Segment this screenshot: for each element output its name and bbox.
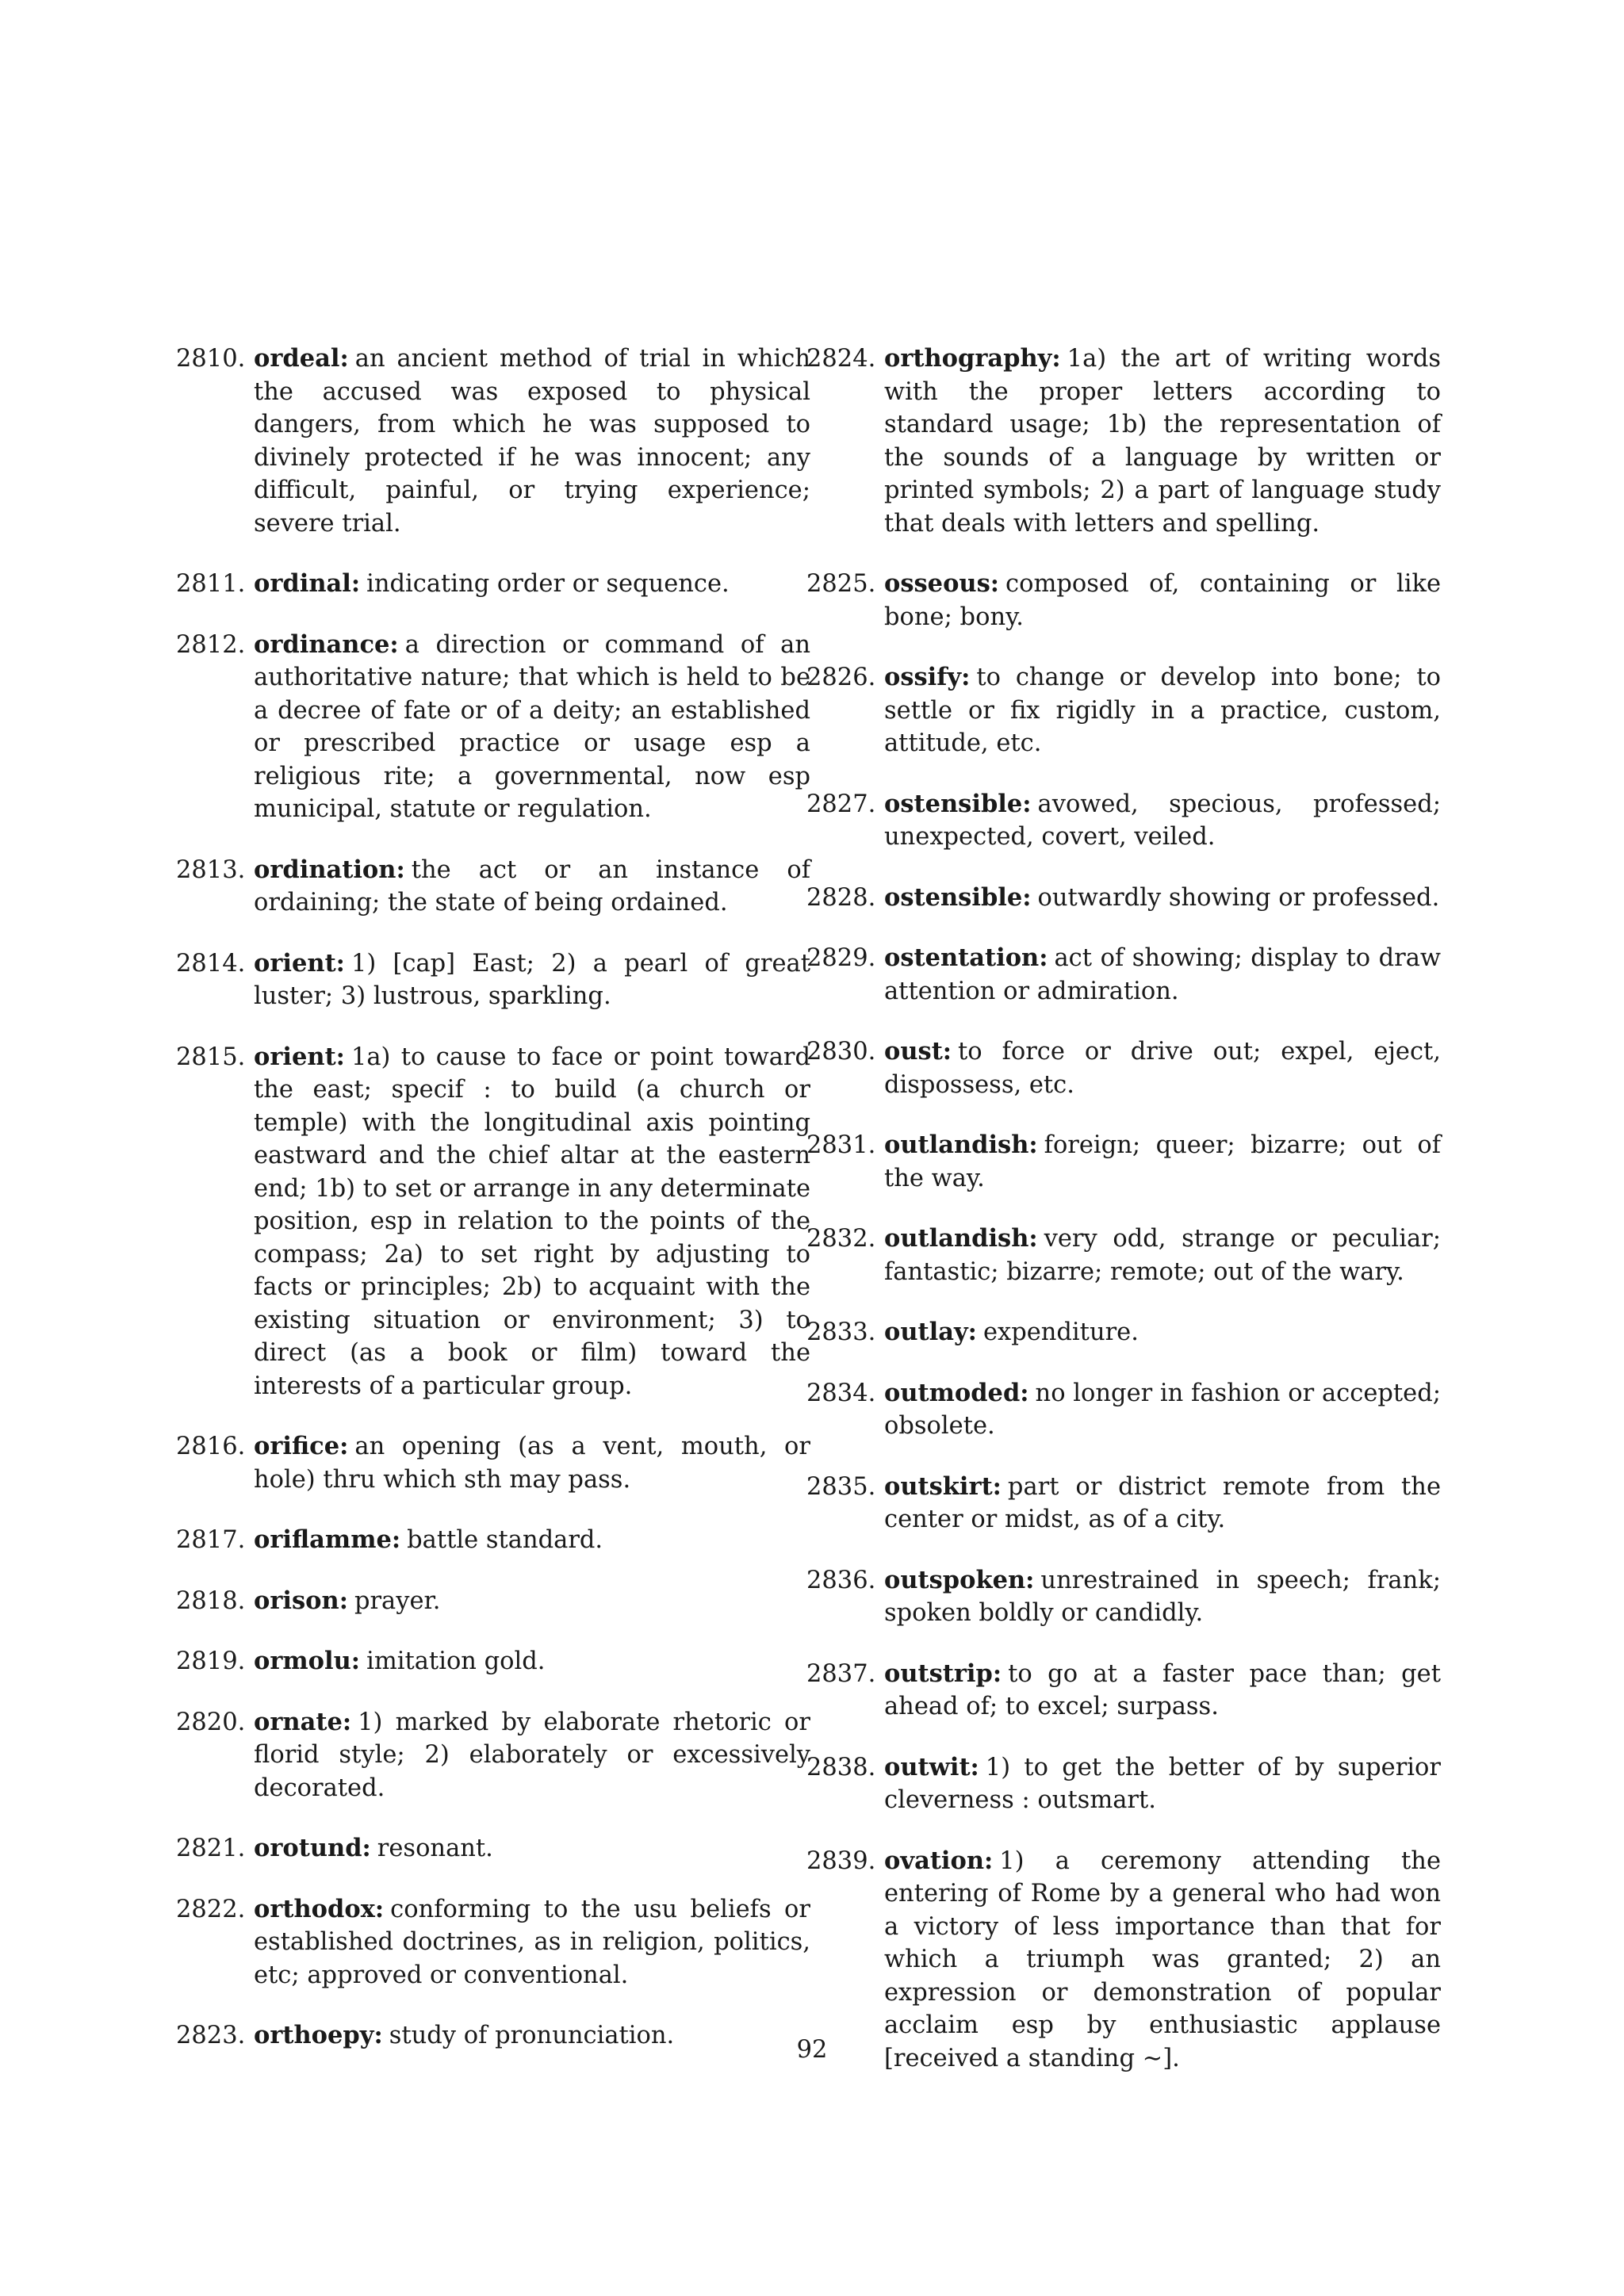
entry-term: ordinance: [254, 629, 399, 659]
entry-number: 2818. [176, 1586, 246, 1615]
entry-number: 2827. [806, 790, 876, 818]
entry-number: 2830. [806, 1038, 876, 1066]
entry-term: outlandish: [884, 1224, 1038, 1253]
entry-definition: study of pronunciation. [389, 2022, 675, 2049]
right-column [806, 342, 1441, 2103]
entry-term: orotund: [254, 1834, 371, 1862]
entry-term: ossify: [884, 663, 971, 691]
entry-number: 2816. [176, 1433, 246, 1460]
dictionary-entry [806, 342, 1441, 540]
entry-definition: 1) a ceremony attending the entering of Rome by a general who had won a victory of less importance than that for which a triumph was granted; 2) an expression or demonstration of popular acclaim esp by enthusiastic applause [received a standing ∼]. [884, 1846, 1441, 2072]
entry-definition: an ancient method of trial in which the accused was exposed to physical dangers, from which he was supposed to divinely protected if he was innocent; any difficult, painful, or trying experience; severe trial. [254, 345, 810, 538]
entry-term: ovation: [884, 1846, 994, 1875]
entry-term: ostensible: [884, 882, 1032, 912]
entry-number: 2821. [176, 1835, 246, 1862]
entry-term: orthography: [884, 344, 1061, 373]
dictionary-entry [806, 942, 1441, 1008]
entry-term: orient: [254, 948, 345, 978]
entry-definition: avowed, specious, professed; unexpected, covert, veiled. [884, 790, 1441, 851]
entry-number: 2823. [176, 2022, 246, 2049]
entry-number: 2831. [806, 1131, 876, 1159]
entry-term: outstrip: [884, 1659, 1002, 1688]
left-column [176, 342, 810, 2080]
entry-definition: foreign; queer; bizarre; out of the way. [884, 1131, 1441, 1192]
entry-term: outspoken: [884, 1565, 1035, 1594]
entry-definition: 1) [cap] East; 2) a pearl of great luster; 3) lustrous, sparkling. [254, 949, 810, 1010]
entry-number: 2811. [176, 570, 246, 598]
entry-number: 2837. [806, 1659, 876, 1688]
entry-number: 2822. [176, 1895, 246, 1923]
entry-term: ordination: [254, 855, 405, 884]
dictionary-entry [176, 1706, 810, 1805]
entry-definition: part or district remote from the center or midst, as of a city. [884, 1472, 1441, 1533]
entry-term: orison: [254, 1586, 348, 1615]
dictionary-entry [806, 1471, 1441, 1536]
dictionary-entry [176, 1832, 810, 1866]
entry-definition: battle standard. [407, 1526, 603, 1554]
dictionary-entry [806, 1316, 1441, 1349]
dictionary-entry [176, 947, 810, 1013]
dictionary-entry [176, 1585, 810, 1618]
dictionary-entry [806, 882, 1441, 915]
entry-number: 2819. [176, 1647, 246, 1675]
entry-term: orthoepy: [254, 2021, 383, 2049]
entry-definition: resonant. [377, 1835, 493, 1862]
entry-number: 2810. [176, 345, 246, 373]
dictionary-entry [176, 1645, 810, 1678]
entry-definition: to force or drive out; expel, eject, dispossess, etc. [884, 1038, 1441, 1099]
entry-number: 2828. [806, 883, 876, 912]
entry-term: oust: [884, 1037, 952, 1066]
dictionary-entry [806, 661, 1441, 760]
entry-number: 2832. [806, 1225, 876, 1253]
entry-definition: to go at a faster pace than; get ahead of; to excel; surpass. [884, 1659, 1441, 1720]
entry-definition: 1a) the art of writing words with the proper letters according to standard usage; 1b) the representation of the sounds of a language by written or printed symbols; 2) a part of language study that deals with letters and spelling. [884, 345, 1441, 538]
entry-term: oriflamme: [254, 1525, 401, 1554]
entry-number: 2826. [806, 664, 876, 691]
entry-number: 2815. [176, 1043, 246, 1071]
dictionary-entry [806, 1035, 1441, 1101]
entry-term: ordinal: [254, 569, 361, 598]
entry-number: 2833. [806, 1318, 876, 1346]
dictionary-entry [176, 1524, 810, 1557]
entry-number: 2836. [806, 1566, 876, 1594]
entry-term: orient: [254, 1042, 345, 1071]
entry-number: 2838. [806, 1753, 876, 1781]
entry-number: 2829. [806, 944, 876, 972]
entry-term: outlandish: [884, 1131, 1038, 1159]
dictionary-entry [806, 1129, 1441, 1195]
dictionary-entry [176, 629, 810, 826]
entry-number: 2825. [806, 570, 876, 598]
dictionary-entry [176, 1430, 810, 1496]
dictionary-entry [176, 568, 810, 601]
entry-term: outwit: [884, 1752, 979, 1781]
page-number: 92 [796, 2036, 828, 2064]
dictionary-entry [806, 1658, 1441, 1724]
entry-definition: indicating order or sequence. [366, 570, 730, 598]
dictionary-entry [806, 788, 1441, 854]
entry-definition: 1a) to cause to face or point toward the east; specif : to build (a church or temple) with the longitudinal axis pointing eastward and the chief altar at the eastern end; 1b) to set or arrange in any determinate position, esp in relation to the points of the compass; 2a) to set right by adjusting to facts or principles; 2b) to acquaint with the existing situation or environment; 3) to direct (as a book or film) toward the interests of a particular group. [254, 1043, 810, 1400]
entry-number: 2814. [176, 949, 246, 978]
entry-definition: 1) marked by elaborate rhetoric or florid style; 2) elaborately or excessively decorated. [254, 1708, 810, 1802]
entry-definition: act of showing; display to draw attention or admiration. [884, 944, 1441, 1005]
dictionary-entry [806, 568, 1441, 633]
entry-definition: very odd, strange or peculiar; fantastic; bizarre; remote; out of the wary. [884, 1225, 1441, 1286]
entry-term: osseous: [884, 569, 1000, 598]
entry-definition: conforming to the usu beliefs or established doctrines, as in religion, politics, etc; approved or conventional. [254, 1895, 810, 1989]
entry-number: 2834. [806, 1379, 876, 1407]
entry-number: 2812. [176, 630, 246, 659]
entry-definition: outwardly showing or professed. [1037, 883, 1440, 912]
entry-term: ostentation: [884, 943, 1048, 972]
entry-definition: imitation gold. [366, 1647, 546, 1675]
entry-number: 2817. [176, 1526, 246, 1554]
entry-number: 2813. [176, 855, 246, 884]
entry-definition: a direction or command of an authoritative nature; that which is held to be a decree of fate or of a deity; an established or prescribed practice or usage esp a religious rite; a governmental, now esp municipal, statute or regulation. [254, 630, 810, 823]
entry-number: 2824. [806, 345, 876, 373]
entry-term: orifice: [254, 1432, 349, 1460]
dictionary-entry [806, 1377, 1441, 1443]
dictionary-entry [806, 1751, 1441, 1817]
entry-term: outmoded: [884, 1378, 1029, 1407]
entry-term: outlay: [884, 1318, 977, 1346]
entry-term: ormolu: [254, 1647, 361, 1675]
entry-term: ordeal: [254, 344, 349, 373]
entry-definition: an opening (as a vent, mouth, or hole) thru which sth may pass. [254, 1433, 810, 1494]
dictionary-entry [806, 1223, 1441, 1288]
entry-number: 2839. [806, 1846, 876, 1875]
entry-definition: no longer in fashion or accepted; obsolete. [884, 1379, 1441, 1440]
entry-number: 2820. [176, 1708, 246, 1736]
entry-definition: the act or an instance of ordaining; the state of being ordained. [254, 855, 810, 916]
entry-term: orthodox: [254, 1894, 385, 1923]
dictionary-entry [176, 854, 810, 920]
entry-term: outskirt: [884, 1471, 1002, 1501]
entry-term: ostensible: [884, 789, 1032, 818]
entry-definition: prayer. [354, 1586, 441, 1615]
entry-number: 2835. [806, 1472, 876, 1501]
entry-definition: 1) to get the better of by superior cleverness : outsmart. [884, 1753, 1441, 1814]
dictionary-entry [176, 1893, 810, 1992]
entry-definition: expenditure. [982, 1318, 1139, 1346]
entry-definition: to change or develop into bone; to settle or fix rigidly in a practice, custom, attitude, etc. [884, 664, 1441, 757]
entry-definition: unrestrained in speech; frank; spoken boldly or candidly. [884, 1566, 1441, 1627]
dictionary-entry [806, 1564, 1441, 1630]
dictionary-entry [176, 1041, 810, 1403]
entry-term: ornate: [254, 1707, 352, 1736]
entry-definition: composed of, containing or like bone; bony. [884, 570, 1441, 631]
dictionary-entry [176, 342, 810, 540]
